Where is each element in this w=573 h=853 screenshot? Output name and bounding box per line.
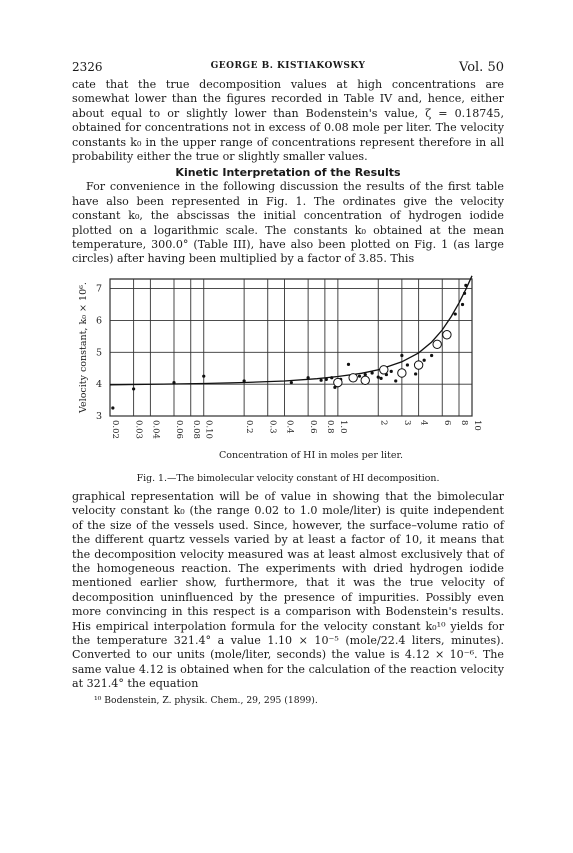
data-point-large-circle (414, 361, 422, 369)
data-point-dot (290, 381, 293, 384)
data-point-dot (390, 370, 393, 373)
plot-frame (110, 279, 472, 416)
x-tick-label: 0.10 (203, 419, 214, 439)
x-tick-label: 3 (401, 419, 412, 426)
x-tick-label: 0.06 (173, 419, 184, 439)
data-point-dot (172, 381, 175, 384)
running-author: GEORGE B. KISTIAKOWSKY (210, 61, 366, 71)
data-point-dot (307, 376, 310, 379)
data-point-dot (358, 374, 361, 377)
data-point-large-circle (334, 378, 342, 386)
data-point-dot (347, 363, 350, 366)
x-tick-label: 0.03 (133, 419, 144, 439)
x-tick-label: 8 (459, 419, 470, 426)
data-point-dot (202, 374, 205, 377)
x-tick-label: 0.2 (244, 419, 255, 434)
figure-caption: Fig. 1.—The bimolecular velocity constant of HI decomposition. (136, 472, 440, 484)
data-point-dot (243, 379, 246, 382)
data-point-dot (414, 372, 417, 375)
y-tick-label: 3 (95, 410, 102, 422)
data-point-dot (132, 387, 135, 390)
data-point-dot (430, 354, 433, 357)
data-point-dot (406, 363, 409, 366)
y-tick-label: 6 (95, 315, 102, 327)
data-point-large-circle (361, 376, 369, 384)
data-point-dot (463, 292, 466, 295)
data-point-dot (325, 378, 328, 381)
x-tick-label: 0.02 (110, 419, 120, 439)
figure-1 (72, 271, 504, 471)
volume-label: Vol. 50 (459, 60, 504, 75)
x-tick-label: 2 (378, 419, 389, 426)
footnote: ¹⁰ Bodenstein, Z. physik. Chem., 29, 295 (1899). (94, 694, 318, 706)
y-tick-label: 5 (95, 347, 102, 359)
velocity-chart (72, 271, 504, 471)
paragraph-3: graphical representation will be of value in showing that the bimolecular velocity constant k₀ (the range 0.02 to 1.0 mole/liter) is quite independent of the size of the vessels used. Since, however, the surface–volume ratio of the different quartz vessels varied by at least a factor of 10, it means that the decomposition velocity measured was at least almost exclusively that of the homogeneous reaction. The experiments with dried hydrogen iodide mentioned earlier show, furthermore, that it was the true velocity of decomposition uninfluenced by the presence of impurities. Possibly even more convincing in this respect is a comparison with Bodenstein's results. His empirical interpolation formula for the velocity constant k₀¹⁰ yields for the temperature 321.4° a value 1.10 × 10⁻⁵ (mole/22.4 liters, minutes). Converted to our units (mole/liter, seconds) the value is 4.12 × 10⁻⁶. The same value 4.12 is obtained when for the calculation of the reaction velocity at 321.4° the equation (72, 489, 504, 691)
data-point-dot (454, 312, 457, 315)
data-point-dot (111, 406, 114, 409)
x-tick-label: 10 (472, 419, 482, 431)
data-point-dot (400, 354, 403, 357)
x-tick-label: 4 (418, 419, 429, 426)
journal-page (72, 60, 504, 706)
y-axis-label: Velocity constant, k₀ × 10⁶. (78, 281, 89, 413)
section-title: Kinetic Interpretation of the Results (175, 166, 401, 180)
data-point-dot (379, 377, 382, 380)
running-header (72, 60, 504, 78)
x-tick-label: 6 (442, 419, 453, 426)
data-point-dot (377, 375, 380, 378)
data-point-large-circle (433, 340, 441, 348)
data-point-dot (371, 371, 374, 374)
page-number: 2326 (72, 60, 103, 74)
x-axis-label: Concentration of HI in moles per liter. (219, 449, 403, 461)
data-point-large-circle (443, 330, 451, 338)
data-point-dot (330, 376, 333, 379)
data-point-large-circle (398, 369, 406, 377)
x-tick-label: 0.04 (150, 419, 161, 439)
data-point-dot (423, 359, 426, 362)
x-tick-label: 1.0 (337, 419, 348, 434)
x-tick-label: 0.6 (308, 419, 319, 434)
x-tick-label: 0.8 (324, 419, 335, 434)
paragraph-2: For convenience in the following discussion the results of the first table have also been represented in Fig. 1. The ordinates give the velocity constant k₀, the abscissas the initial concentration of hydrogen iodide plotted on a logarithmic scale. The constants k₀ obtained at the mean temperature, 300.0° (Table III), have also been plotted on Fig. 1 (as large circles) after having been multiplied by a factor of 3.85. This (72, 180, 504, 266)
data-point-dot (461, 303, 464, 306)
y-tick-label: 4 (95, 379, 102, 391)
data-point-dot (394, 379, 397, 382)
paragraph-1: cate that the true decomposition values at high concentrations are somewhat lower than the figures recorded in Table IV and, hence, either about equal to or slightly lower than Bodenstein's value, ζ = 0.18745, obtained for concentrations not in excess of 0.08 mole per liter. The velocity constants k₀ in the upper range of concentrations represent therefore in all probability either the true or slightly smaller values. (72, 78, 504, 164)
y-tick-label: 7 (95, 283, 102, 295)
x-tick-label: 0.4 (284, 419, 295, 434)
x-tick-label: 0.08 (190, 419, 201, 439)
data-point-dot (464, 284, 467, 287)
data-point-large-circle (380, 365, 388, 373)
data-point-dot (320, 379, 323, 382)
x-tick-label: 0.3 (267, 419, 278, 434)
data-point-large-circle (349, 373, 357, 381)
